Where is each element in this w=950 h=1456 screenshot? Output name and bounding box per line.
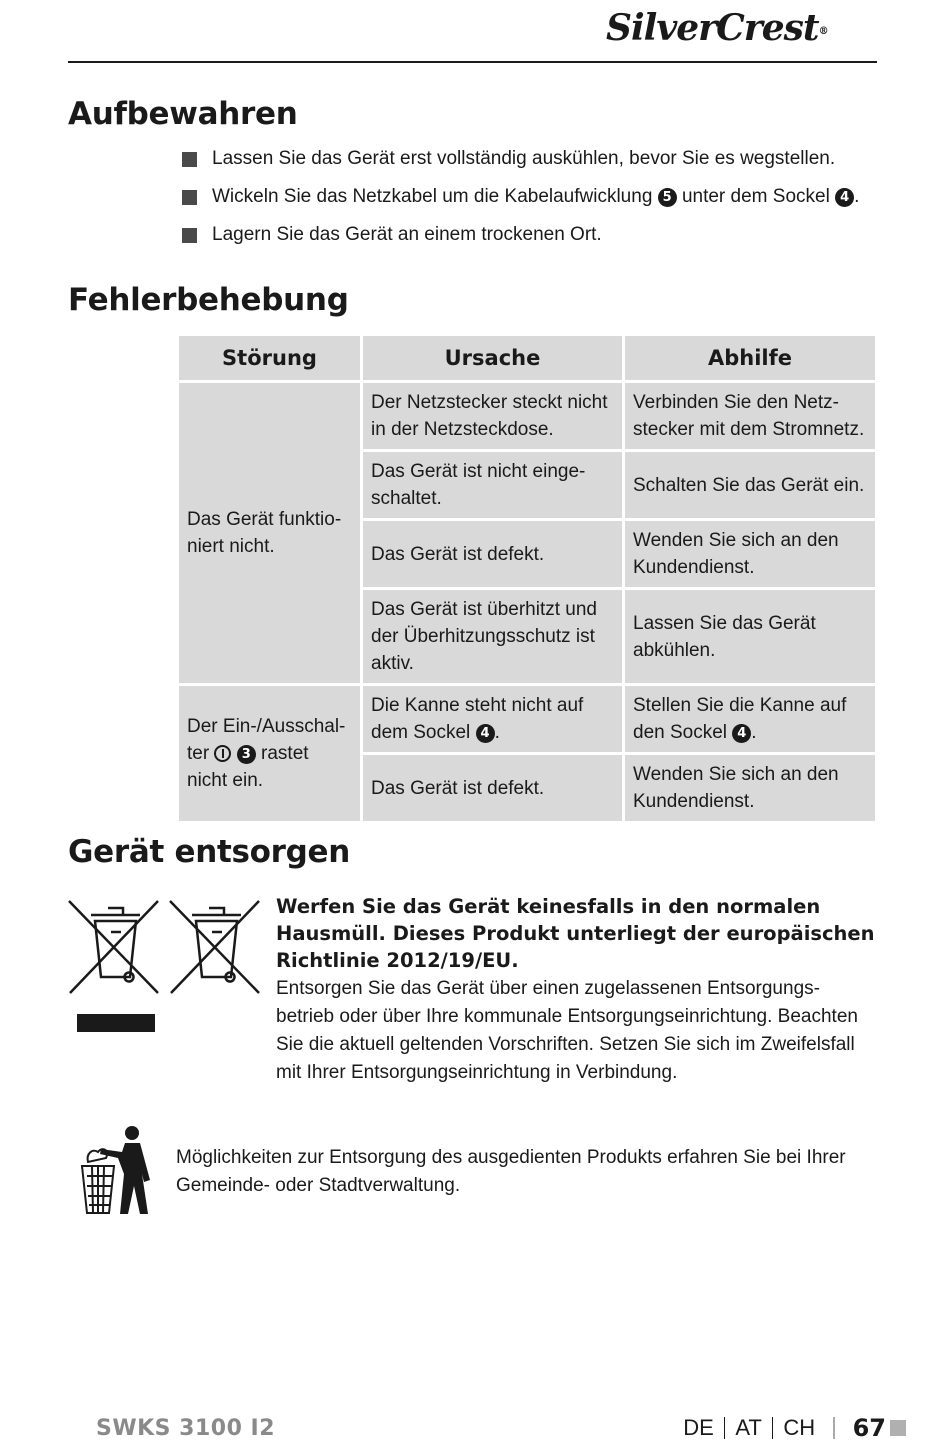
- cause-cell: Das Gerät ist defekt.: [362, 520, 624, 589]
- footer-divider: [772, 1417, 774, 1439]
- disposal-warning: Werfen Sie das Gerät keinesfalls in den normalen Hausmüll. Dieses Produkt unterliegt der europäischen Richtlinie 2012/19/EU.: [276, 895, 875, 972]
- cause-cell: Das Gerät ist defekt.: [362, 754, 624, 823]
- brand-logo: [606, 6, 878, 50]
- column-header-remedy: Abhilfe: [624, 335, 877, 382]
- section-title-storage: Aufbewahren: [68, 96, 298, 132]
- section-title-disposal: Gerät entsorgen: [68, 834, 351, 870]
- person-trash-bin-icon: [78, 1124, 154, 1218]
- header-rule: [68, 61, 877, 63]
- disposal-info-text: Möglichkeiten zur Entsorgung des ausgedienten Produkts erfahren Sie bei Ihrer Gemeinde- oder Stadtverwaltung.: [176, 1147, 846, 1196]
- table-row: [178, 382, 877, 451]
- table-row: [178, 685, 877, 754]
- cause-cell: Das Gerät ist nicht einge-schaltet.: [362, 451, 624, 520]
- cause-cell: Das Gerät ist überhitzt und der Überhitzungsschutz ist aktiv.: [362, 589, 624, 685]
- list-item: [182, 183, 882, 221]
- reference-number-icon: 4: [732, 724, 751, 743]
- bullet-text: Lagern Sie das Gerät an einem trockenen Ort.: [212, 224, 602, 245]
- bullet-square-icon: [182, 228, 197, 243]
- bullet-text: Lassen Sie das Gerät erst vollständig auskühlen, bevor Sie es wegstellen.: [212, 148, 836, 169]
- column-header-problem: Störung: [178, 335, 362, 382]
- remedy-cell: Schalten Sie das Gerät ein.: [624, 451, 877, 520]
- weee-crossed-bin-icon: [66, 897, 264, 1037]
- remedy-cell: Wenden Sie sich an den Kundendienst.: [624, 754, 877, 823]
- reference-number-icon: 4: [835, 188, 854, 207]
- section-title-troubleshooting: Fehlerbehebung: [68, 282, 349, 318]
- page-marker-square-icon: [890, 1420, 906, 1436]
- table-header-row: [178, 335, 877, 382]
- bullet-square-icon: [182, 190, 197, 205]
- remedy-text: Stellen Sie die Kanne auf den Sockel: [633, 695, 847, 743]
- registered-mark: ®: [818, 26, 828, 37]
- disposal-text: Entsorgen Sie das Gerät über einen zugelassenen Entsorgungs-betrieb oder über Ihre kommunale Entsorgungseinrichtung. Beachten Sie die aktuell geltenden Vorschriften. Setzen Sie sich im Zweifelsfall mit Ihrer Entsorgungseinrichtung in Verbindung.: [276, 978, 858, 1083]
- problem-text: rastet nicht ein.: [187, 743, 309, 791]
- country-code: DE: [683, 1415, 714, 1440]
- remedy-text: .: [751, 722, 757, 743]
- page-number: 67: [852, 1414, 886, 1442]
- footer-model: SWKS 3100 I2: [96, 1416, 276, 1441]
- column-header-cause: Ursache: [362, 335, 624, 382]
- remedy-cell: Lassen Sie das Gerät abkühlen.: [624, 589, 877, 685]
- bullet-text: Wickeln Sie das Netzkabel um die Kabelaufwicklung: [212, 186, 653, 207]
- problem-cell: [178, 685, 362, 823]
- bullet-square-icon: [182, 152, 197, 167]
- remedy-cell: Wenden Sie sich an den Kundendienst.: [624, 520, 877, 589]
- reference-number-icon: 5: [658, 188, 677, 207]
- brand-name: SilverCrest: [606, 7, 819, 49]
- cause-text: Die Kanne steht nicht auf dem Sockel: [371, 695, 584, 743]
- footer-page-info: [683, 1414, 906, 1442]
- footer-divider: [833, 1417, 835, 1439]
- bullet-text: unter dem Sockel: [681, 186, 830, 207]
- footer-divider: [724, 1417, 726, 1439]
- troubleshooting-table: [176, 333, 878, 824]
- storage-bullet-list: [182, 145, 882, 259]
- problem-text: Der Ein-/Ausschal-ter: [187, 716, 346, 764]
- remedy-cell: Verbinden Sie den Netz-stecker mit dem Stromnetz.: [624, 382, 877, 451]
- country-code: CH: [783, 1415, 816, 1440]
- country-code: AT: [735, 1415, 762, 1440]
- list-item: [182, 221, 882, 259]
- remedy-cell: [624, 685, 877, 754]
- power-switch-icon: [214, 745, 231, 762]
- bullet-text: .: [854, 186, 860, 207]
- cause-cell: Der Netzstecker steckt nicht in der Netzsteckdose.: [362, 382, 624, 451]
- problem-cell: Das Gerät funktio-niert nicht.: [178, 382, 362, 685]
- reference-number-icon: 3: [237, 745, 256, 764]
- cause-text: .: [494, 722, 500, 743]
- cause-cell: [362, 685, 624, 754]
- reference-number-icon: 4: [476, 724, 495, 743]
- list-item: [182, 145, 882, 183]
